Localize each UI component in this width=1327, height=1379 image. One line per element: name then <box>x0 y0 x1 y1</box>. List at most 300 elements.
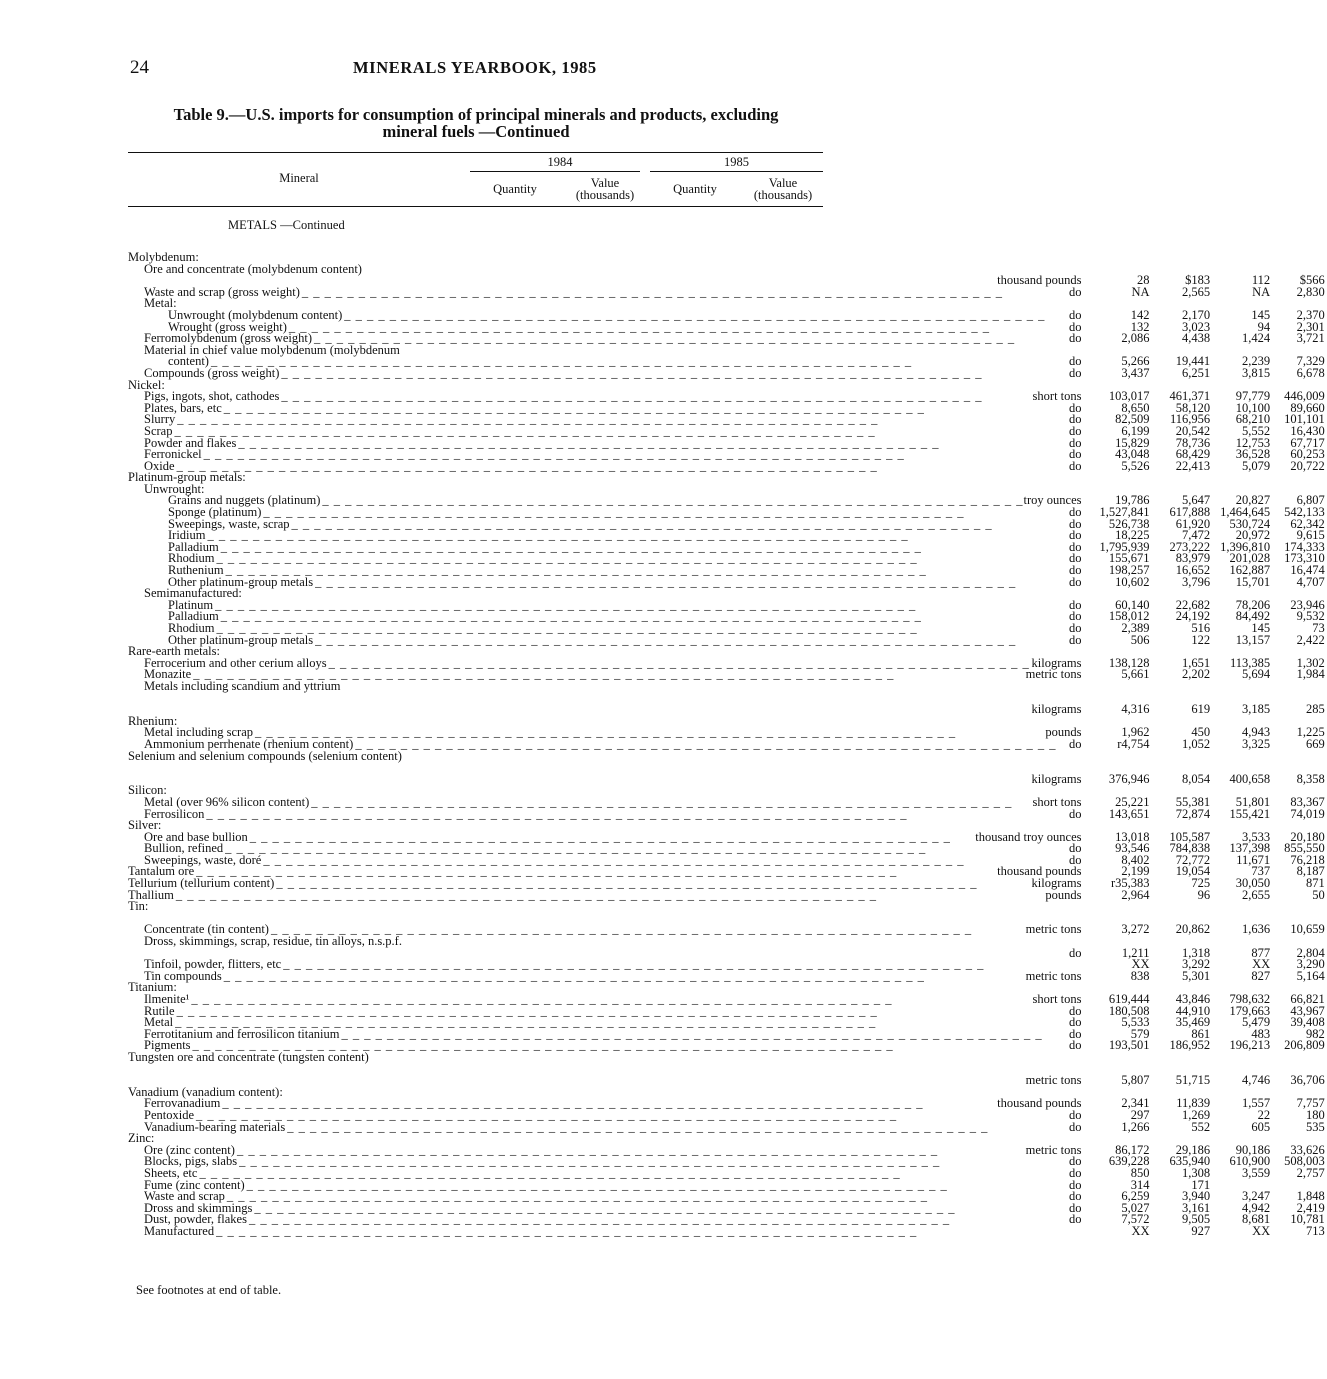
quantity-1985-cell: 51,801 <box>1235 794 1271 809</box>
value-1985-cell: 2,301 <box>1296 319 1325 334</box>
quantity-1985-cell: 3,815 <box>1242 365 1271 380</box>
row-unit: pounds <box>1045 725 1082 740</box>
row-unit: short tons <box>1032 794 1082 809</box>
quantity-1985-cell: XX <box>1252 957 1271 972</box>
value-1985-cell: 2,757 <box>1296 1165 1325 1180</box>
quantity-1985-cell: 20,827 <box>1235 493 1271 508</box>
row-unit: do <box>1069 458 1082 473</box>
row-label: Manufactured <box>144 1223 215 1238</box>
row-unit: do <box>1069 1189 1082 1204</box>
row-unit: do <box>1069 412 1082 427</box>
value-1985-cell: 508,003 <box>1284 1154 1325 1169</box>
value-1984-cell: 1,651 <box>1182 655 1211 670</box>
quantity-1984-cell: 5,027 <box>1121 1200 1150 1215</box>
row-unit: do <box>1069 1212 1082 1227</box>
row-label-cell <box>128 901 1100 913</box>
row-label: Powder and flakes <box>144 435 237 450</box>
value-1985-cell: 3,290 <box>1296 957 1325 972</box>
row-unit: do <box>1069 447 1082 462</box>
row-unit: troy ounces <box>1023 493 1082 508</box>
value-label: Value <box>590 176 620 190</box>
table-row <box>128 901 1327 913</box>
value-1984-cell: 24,192 <box>1175 609 1211 624</box>
quantity-1984-cell: 25,221 <box>1115 794 1150 809</box>
table-row <box>128 577 1327 589</box>
quantity-1985-cell: 196,213 <box>1229 1038 1271 1053</box>
value-1984-cell: 725 <box>1191 876 1211 891</box>
quantity-1985-cell: 22 <box>1257 1107 1271 1122</box>
quantity-1985-cell: 145 <box>1251 621 1271 635</box>
row-label: Zinc: <box>128 1131 155 1146</box>
value-1985-cell: 1,984 <box>1296 667 1325 682</box>
quantity-1985-cell: 179,663 <box>1229 1003 1271 1018</box>
quantity-1984-cell: 7,572 <box>1121 1212 1150 1227</box>
table-row <box>128 809 1327 821</box>
quantity-1985-cell: 1,557 <box>1242 1096 1271 1111</box>
row-unit: do <box>1069 331 1082 346</box>
table-row <box>128 681 1327 693</box>
value-1984-cell: 635,940 <box>1169 1154 1211 1169</box>
running-title: MINERALS YEARBOOK, 1985 <box>353 58 597 77</box>
row-label: Monazite <box>144 667 192 682</box>
quantity-1985-cell: 400,658 <box>1229 771 1271 786</box>
value-1984-cell: 552 <box>1191 1119 1211 1134</box>
imports-table-body <box>128 220 1327 1237</box>
row-unit: do <box>1069 1119 1082 1134</box>
value-1984-cell: 3,023 <box>1182 319 1211 334</box>
leader-dots <box>176 890 1046 902</box>
row-label: Platinum-group metals: <box>128 470 246 485</box>
table-title-line-1: Table 9.—U.S. imports for consumption of principal minerals and products, excluding <box>173 105 779 124</box>
row-label: Vanadium (vanadium content): <box>128 1084 283 1099</box>
table-row <box>128 913 1327 936</box>
value-1984-cell: 619 <box>1191 702 1211 717</box>
quantity-1984-cell <box>1100 681 1170 693</box>
value-1985-cell <box>1284 1052 1327 1064</box>
leader-dots <box>314 333 1069 345</box>
row-label: Ore (zinc content) <box>144 1142 235 1157</box>
row-label: Pigments <box>144 1038 191 1053</box>
quantity-1985-cell: 10,100 <box>1235 400 1271 415</box>
value-1984-cell: 44,910 <box>1175 1003 1211 1018</box>
value-1985-cell: 542,133 <box>1284 505 1325 520</box>
quantity-1985-cell: 827 <box>1251 968 1271 983</box>
value-1985-cell: 7,757 <box>1296 1096 1325 1111</box>
row-unit: do <box>1069 632 1082 647</box>
value-1984-cell: 171 <box>1191 1177 1211 1192</box>
quantity-1985-cell: 1,636 <box>1242 922 1271 937</box>
table-title-line-2: mineral fuels —Continued <box>382 122 570 141</box>
row-label: Sweepings, waste, doré <box>144 852 262 867</box>
value-1985-cell: 16,430 <box>1290 423 1325 438</box>
value-1984-cell: 78,736 <box>1175 435 1211 450</box>
table-title <box>128 106 824 140</box>
quantity-1984-cell: 1,527,841 <box>1099 505 1150 520</box>
row-unit: do <box>1069 621 1082 635</box>
row-label: Ore and concentrate (molybdenum content) <box>144 261 362 276</box>
leader-dots <box>216 1226 1099 1238</box>
row-label: Tinfoil, powder, flitters, etc <box>144 957 282 972</box>
value-1984-cell: 122 <box>1191 632 1211 647</box>
value-1985-cell: 1,225 <box>1296 725 1325 740</box>
value-1984-cell: 3,940 <box>1182 1189 1211 1204</box>
row-label-cell <box>128 632 1100 647</box>
value-1985-cell: 174,333 <box>1284 539 1325 554</box>
quantity-1985-cell: NA <box>1252 284 1271 299</box>
value-1984-cell: 43,846 <box>1175 992 1211 1006</box>
value-1984-cell: 1,318 <box>1182 945 1211 960</box>
value-1985-cell: 89,660 <box>1290 400 1325 415</box>
leader-dots <box>281 368 1069 380</box>
row-label: Rhodium <box>168 621 215 635</box>
quantity-1984-cell: 5,266 <box>1121 354 1150 369</box>
row-label: Iridium <box>168 528 206 543</box>
quantity-1985-cell: 1,464,645 <box>1220 505 1271 520</box>
row-unit: do <box>1069 505 1082 520</box>
quantity-1984-cell: 579 <box>1130 1026 1150 1041</box>
row-unit: do <box>1069 319 1082 334</box>
value-1984-cell: 55,381 <box>1175 794 1211 809</box>
value-1984-cell: 105,587 <box>1169 829 1211 844</box>
row-unit: do <box>1069 1003 1082 1018</box>
value-1985-cell: 101,101 <box>1284 412 1325 427</box>
row-label-cell <box>128 1064 1100 1087</box>
value-unit-label: (thousands) <box>753 188 813 202</box>
value-1984-cell: 450 <box>1191 725 1211 740</box>
quantity-1984-cell <box>1100 252 1170 264</box>
quantity-1985-cell: 36,528 <box>1235 447 1271 462</box>
row-unit: do <box>1069 516 1082 531</box>
quantity-1985-cell: 15,701 <box>1235 574 1271 589</box>
quantity-1984-cell: 2,341 <box>1121 1096 1150 1111</box>
row-unit: do <box>1069 1177 1082 1192</box>
row-label-cell <box>128 748 1100 763</box>
table-row <box>128 693 1327 716</box>
quantity-1985-cell <box>1220 901 1284 913</box>
quantity-1984-cell: 13,018 <box>1115 829 1150 844</box>
row-unit: do <box>1069 307 1082 322</box>
value-1984-cell: 11,839 <box>1176 1096 1211 1111</box>
quantity-1985-cell: 2,655 <box>1242 887 1271 902</box>
table-row <box>128 472 1327 484</box>
value-1985-cell: 2,422 <box>1296 632 1325 647</box>
row-label: Slurry <box>144 412 176 427</box>
value-1984-cell: 19,054 <box>1175 864 1211 879</box>
value-1985-cell: 6,807 <box>1296 493 1325 508</box>
row-unit: do <box>1069 354 1082 369</box>
quantity-1985-cell: 97,779 <box>1235 389 1271 404</box>
quantity-1984-cell: 5,526 <box>1121 458 1150 473</box>
value-1984-cell: 3,161 <box>1182 1200 1211 1215</box>
quantity-1985-cell: 112 <box>1251 273 1271 288</box>
row-label: Pentoxide <box>144 1107 194 1122</box>
value-1984-cell: 784,838 <box>1169 841 1211 856</box>
row-label: Titanium: <box>128 980 177 995</box>
value-1985-cell: 39,408 <box>1290 1015 1325 1030</box>
quantity-1985-cell: 13,157 <box>1235 632 1271 647</box>
row-label-cell <box>128 693 1100 716</box>
row-unit: do <box>1069 528 1082 543</box>
row-label: Dross and skimmings <box>144 1200 253 1215</box>
row-label: Other platinum-group metals <box>168 632 314 647</box>
quantity-1984-cell: 132 <box>1130 319 1150 334</box>
quantity-1984-cell: 2,964 <box>1121 887 1150 902</box>
quantity-1985-cell: 610,900 <box>1229 1154 1271 1169</box>
row-unit: metric tons <box>1025 922 1082 937</box>
quantity-1984-cell: 43,048 <box>1115 447 1150 462</box>
quantity-1984-cell: 8,650 <box>1121 400 1150 415</box>
row-unit: do <box>1069 539 1082 554</box>
row-label: Thallium <box>128 887 174 902</box>
value-1985-cell: 180 <box>1306 1107 1325 1122</box>
value-1985-cell <box>1284 681 1327 693</box>
row-label-cell <box>128 968 1100 983</box>
row-label: Scrap <box>144 423 173 438</box>
value-1985-cell: 10,659 <box>1290 922 1325 937</box>
col-header-value-1985 <box>740 177 826 201</box>
table-row <box>128 762 1327 785</box>
row-label: Metals including scandium and yttrium <box>144 678 341 693</box>
leader-dots <box>315 635 1069 647</box>
quantity-1985-cell: 4,943 <box>1242 725 1271 740</box>
row-label-cell <box>128 1119 1100 1134</box>
value-1985-cell: 20,180 <box>1290 829 1325 844</box>
row-unit: do <box>1069 1154 1082 1169</box>
quantity-1985-cell: 113,385 <box>1229 655 1271 670</box>
row-label: Tantalum ore <box>128 864 195 879</box>
table-row <box>128 1226 1327 1238</box>
row-unit: do <box>1069 1026 1082 1041</box>
value-1984-cell: 29,186 <box>1175 1142 1211 1157</box>
row-label: Compounds (gross weight) <box>144 365 280 380</box>
value-1985-cell: 173,310 <box>1284 551 1325 566</box>
table-row <box>128 890 1327 902</box>
value-1985-cell <box>1284 901 1327 913</box>
row-unit: do <box>1069 1038 1082 1053</box>
row-label: Rhenium: <box>128 713 178 728</box>
row-unit: do <box>1069 435 1082 450</box>
value-label: Value <box>768 176 798 190</box>
quantity-1984-cell: 3,437 <box>1121 365 1150 380</box>
quantity-1984-cell: 103,017 <box>1108 389 1150 404</box>
quantity-1984-cell: 376,946 <box>1108 771 1150 786</box>
row-unit: do <box>1069 736 1082 751</box>
value-1985-cell: 50 <box>1312 887 1325 902</box>
row-unit: thousand pounds <box>997 1096 1082 1111</box>
quantity-1985-cell: 4,746 <box>1242 1073 1271 1088</box>
value-1984-cell: 72,874 <box>1175 806 1211 821</box>
value-1985-cell <box>1284 751 1327 763</box>
quantity-1984-cell: 619,444 <box>1108 992 1150 1006</box>
value-1985-cell: 8,187 <box>1296 864 1325 879</box>
quantity-1984-cell: 15,829 <box>1115 435 1150 450</box>
value-1985-cell: 285 <box>1306 702 1325 717</box>
row-label: Metal including scrap <box>144 725 253 740</box>
quantity-1985-cell: 137,398 <box>1229 841 1271 856</box>
quantity-1984-cell: 6,199 <box>1121 423 1150 438</box>
row-label-cell <box>128 1049 1100 1064</box>
table-row <box>128 461 1327 473</box>
value-1984-cell: 83,979 <box>1175 551 1211 566</box>
value-1984-cell <box>1170 252 1221 264</box>
leader-dots <box>302 287 1069 299</box>
quantity-1985-cell: 5,552 <box>1242 423 1271 438</box>
row-unit: kilograms <box>1031 655 1082 670</box>
row-label: Semimanufactured: <box>144 586 242 601</box>
row-label: Fume (zinc content) <box>144 1177 245 1192</box>
quantity-1985-cell: 12,753 <box>1235 435 1271 450</box>
value-1984-cell: 273,222 <box>1169 539 1211 554</box>
quantity-1984-cell: 314 <box>1130 1177 1150 1192</box>
quantity-1984-cell: 2,086 <box>1121 331 1150 346</box>
leader-dots <box>206 809 1069 821</box>
row-label: Molybdenum: <box>128 250 199 264</box>
header-bottom-rule <box>128 206 823 207</box>
row-label-cell <box>128 365 1100 380</box>
quantity-1985-cell: 201,028 <box>1229 551 1271 566</box>
quantity-1984-cell: 155,671 <box>1108 551 1150 566</box>
value-1985-cell: 43,967 <box>1290 1003 1325 1018</box>
value-1985-cell: $566 <box>1299 273 1325 288</box>
quantity-1985-cell: 3,325 <box>1242 736 1271 751</box>
quantity-1984-cell: NA <box>1131 284 1150 299</box>
value-1985-cell: 982 <box>1306 1026 1325 1041</box>
quantity-1984-cell: 19,786 <box>1115 493 1150 508</box>
value-1985-cell: 23,946 <box>1290 597 1325 612</box>
value-1985-cell: 16,474 <box>1290 563 1325 578</box>
value-1985-cell: 1,302 <box>1296 655 1325 670</box>
row-label-cell <box>128 1223 1100 1238</box>
row-unit: do <box>1069 609 1082 624</box>
top-rule <box>128 152 823 153</box>
value-1984-cell: 3,292 <box>1182 957 1211 972</box>
quantity-1984-cell: 838 <box>1130 968 1150 983</box>
value-1984-cell: 617,888 <box>1169 505 1211 520</box>
row-unit: do <box>1069 574 1082 589</box>
row-label: Dust, powder, flakes <box>144 1212 247 1227</box>
col-header-value-1984 <box>560 177 650 201</box>
row-label: Ore and base bullion <box>144 829 248 844</box>
leader-dots <box>315 577 1069 589</box>
row-label: Grains and nuggets (platinum) <box>168 493 321 508</box>
value-1984-cell: 461,371 <box>1169 389 1211 404</box>
col-header-quantity-1985: Quantity <box>673 182 717 196</box>
row-label: Rutile <box>144 1003 175 1018</box>
value-1985-cell: 206,809 <box>1284 1038 1325 1053</box>
value-1984-cell: 96 <box>1197 887 1211 902</box>
value-1984-cell: 861 <box>1191 1026 1211 1041</box>
row-unit: do <box>1069 1200 1082 1215</box>
row-unit: do <box>1069 841 1082 856</box>
table-row <box>128 1052 1327 1064</box>
row-unit: thousand pounds <box>997 864 1082 879</box>
row-label: Concentrate (tin content) <box>144 922 269 937</box>
col-header-year-1984: 1984 <box>547 155 573 169</box>
quantity-1984-cell: 4,316 <box>1121 702 1150 717</box>
value-1984-cell: 1,052 <box>1182 736 1211 751</box>
quantity-1984-cell: XX <box>1131 1223 1150 1238</box>
row-label: Bullion, refined <box>144 841 224 856</box>
row-label: Metal <box>144 1015 174 1030</box>
value-1984-cell: 8,054 <box>1182 771 1211 786</box>
row-label: Ferronickel <box>144 447 202 462</box>
quantity-1984-cell: 198,257 <box>1108 563 1150 578</box>
row-unit: thousand troy ounces <box>975 829 1082 844</box>
value-unit-label: (thousands) <box>575 188 635 202</box>
quantity-1985-cell <box>1220 751 1284 763</box>
value-1984-cell: 186,952 <box>1169 1038 1211 1053</box>
value-1984-cell: 516 <box>1191 621 1211 635</box>
quantity-1985-cell: 1,396,810 <box>1220 539 1271 554</box>
value-1985-cell: 74,019 <box>1290 806 1325 821</box>
section-row <box>128 220 1327 240</box>
value-1985-cell <box>1284 472 1327 484</box>
quantity-1984-cell: 138,128 <box>1108 655 1150 670</box>
value-1985-cell: 83,367 <box>1290 794 1325 809</box>
quantity-1984-cell: 180,508 <box>1108 1003 1150 1018</box>
value-1985-cell: 669 <box>1306 736 1325 751</box>
value-1985-cell: 871 <box>1306 876 1325 891</box>
row-label: Tellurium (tellurium content) <box>128 876 275 891</box>
value-1985-cell: 713 <box>1306 1223 1325 1238</box>
row-label: Ferrovanadium <box>144 1096 221 1111</box>
row-label: Ferrosilicon <box>144 806 205 821</box>
value-1984-cell: 1,269 <box>1182 1107 1211 1122</box>
row-label: Blocks, pigs, slabs <box>144 1154 238 1169</box>
row-unit: short tons <box>1032 389 1082 404</box>
row-unit: do <box>1069 365 1082 380</box>
quantity-1984-cell: 158,012 <box>1108 609 1150 624</box>
row-label: Tungsten ore and concentrate (tungsten content) <box>128 1049 369 1064</box>
quantity-1985-cell: 90,186 <box>1235 1142 1271 1157</box>
row-label: Selenium and selenium compounds (selenium content) <box>128 748 402 763</box>
quantity-1985-cell: 1,424 <box>1242 331 1271 346</box>
value-1984-cell <box>1170 681 1221 693</box>
value-1985-cell: 9,532 <box>1296 609 1325 624</box>
value-1985-cell: 855,550 <box>1284 841 1325 856</box>
quantity-1984-cell: 6,259 <box>1121 1189 1150 1204</box>
year-1985-rule <box>650 171 823 172</box>
value-1984-cell: 20,862 <box>1175 922 1211 937</box>
quantity-1985-cell: 162,887 <box>1229 563 1271 578</box>
quantity-1984-cell: 297 <box>1130 1107 1150 1122</box>
quantity-1985-cell: 3,185 <box>1242 702 1271 717</box>
quantity-1984-cell <box>1100 751 1170 763</box>
row-label: Unwrought: <box>144 481 205 496</box>
quantity-1984-cell: 143,651 <box>1108 806 1150 821</box>
leader-dots <box>355 739 1069 751</box>
quantity-1984-cell: 18,225 <box>1115 528 1150 543</box>
value-1984-cell: 51,715 <box>1175 1073 1211 1088</box>
value-1984-cell <box>1170 472 1221 484</box>
value-1985-cell <box>1284 252 1327 264</box>
imports-table <box>128 220 1327 1237</box>
value-1985-cell: 1,848 <box>1296 1189 1325 1204</box>
row-label-cell <box>128 458 1100 473</box>
row-label: Ferrotitanium and ferrosilicon titanium <box>144 1026 340 1041</box>
value-1984-cell <box>1170 1052 1221 1064</box>
row-label: Platinum <box>168 597 214 612</box>
section-heading: METALS —Continued <box>228 218 345 232</box>
row-label: Vanadium-bearing materials <box>144 1119 286 1134</box>
quantity-1984-cell: 8,402 <box>1121 852 1150 867</box>
row-unit: kilograms <box>1031 702 1082 717</box>
quantity-1984-cell: r4,754 <box>1117 736 1150 751</box>
row-label: Silicon: <box>128 783 167 798</box>
value-1984-cell: 6,251 <box>1182 365 1211 380</box>
quantity-1984-cell: 86,172 <box>1115 1142 1150 1157</box>
quantity-1985-cell: 3,533 <box>1242 829 1271 844</box>
